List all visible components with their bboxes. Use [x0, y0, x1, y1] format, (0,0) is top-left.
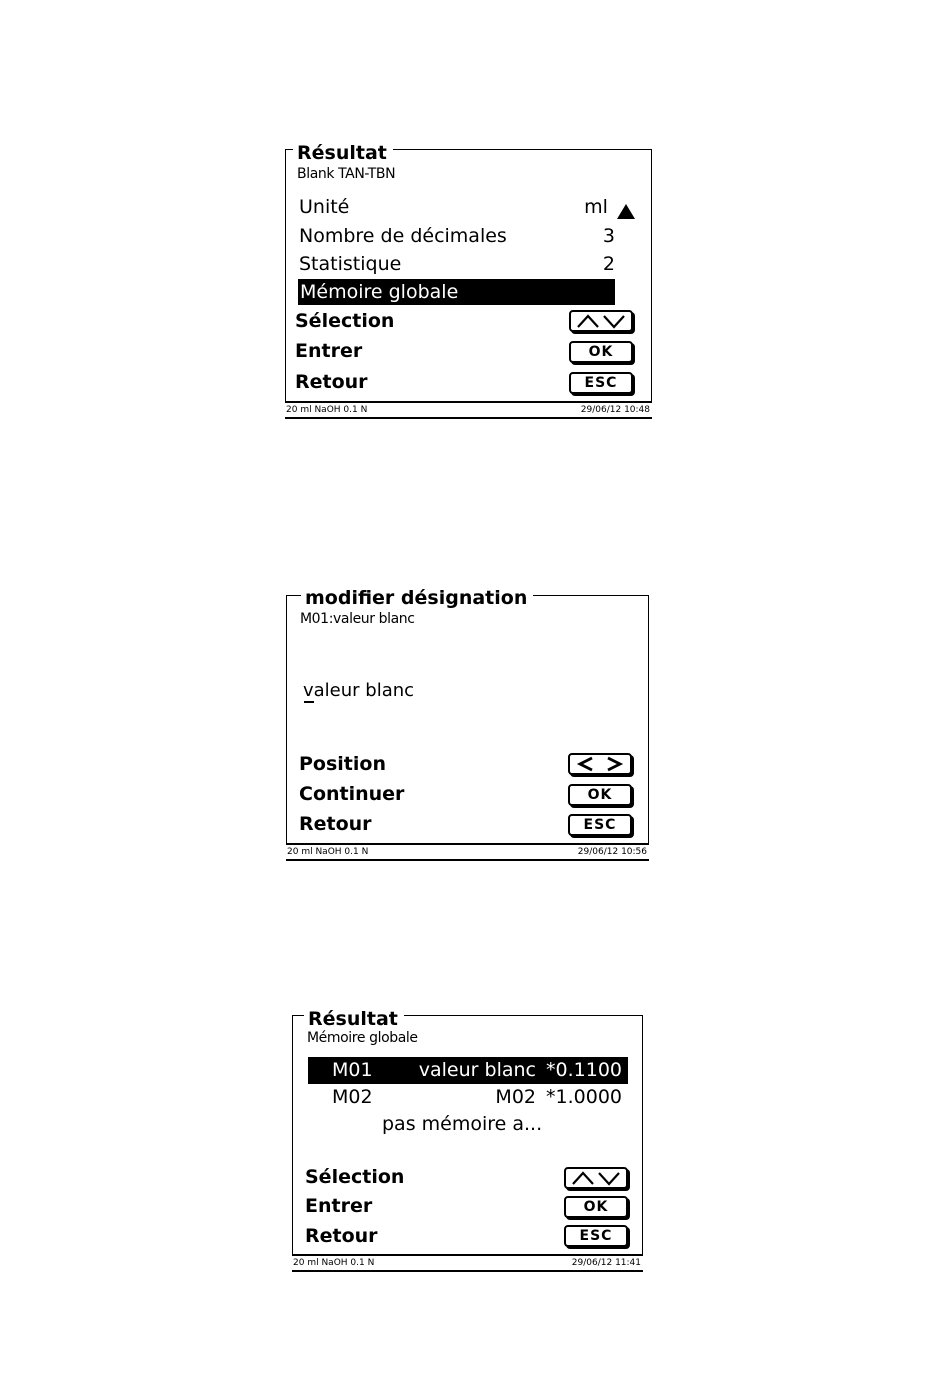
menu-item-label: Nombre de décimales: [299, 225, 507, 247]
memory-row-m01[interactable]: [308, 1057, 628, 1084]
screen-subtitle: M01:valeur blanc: [300, 611, 415, 627]
esc-key-button[interactable]: ESC: [569, 372, 633, 394]
menu-item-global-memory[interactable]: [298, 279, 615, 305]
memory-name: M02: [495, 1086, 536, 1108]
up-down-arrows-icon: [570, 1170, 622, 1186]
action-label-back: Retour: [299, 813, 372, 835]
screen-title: Résultat: [304, 1008, 404, 1030]
status-bar: [292, 1255, 643, 1272]
screen-title: Résultat: [293, 142, 393, 164]
up-down-arrows-icon: [575, 313, 627, 329]
ok-key-button[interactable]: OK: [569, 341, 633, 363]
status-method: 20 ml NaOH 0.1 N: [293, 1258, 375, 1268]
screen-subtitle: Mémoire globale: [307, 1030, 418, 1046]
screen-title: modifier désignation: [301, 587, 533, 609]
action-label-selection: Sélection: [295, 310, 395, 332]
screen-global-memory: [292, 1006, 643, 1271]
action-label-enter: Entrer: [295, 340, 363, 362]
memory-name: valeur blanc: [418, 1059, 536, 1081]
status-bar: [286, 844, 649, 861]
menu-item-label: Mémoire globale: [300, 281, 459, 303]
menu-item-label: Unité: [299, 196, 350, 218]
designation-input-value: valeur blanc: [303, 680, 415, 701]
status-datetime: 29/06/12 10:56: [577, 847, 647, 857]
action-label-continue: Continuer: [299, 783, 405, 805]
status-bar: [285, 402, 652, 419]
left-right-key-button[interactable]: [568, 753, 632, 775]
status-datetime: 29/06/12 10:48: [580, 405, 650, 415]
menu-item-value-group: [584, 194, 635, 226]
screen-subtitle: Blank TAN-TBN: [297, 166, 396, 182]
scroll-up-icon[interactable]: [617, 200, 635, 226]
screen-result-settings: [285, 140, 652, 418]
ok-key-button[interactable]: OK: [564, 1196, 628, 1218]
action-label-back: Retour: [295, 371, 368, 393]
action-label-position: Position: [299, 753, 386, 775]
left-right-arrows-icon: [574, 756, 626, 772]
menu-item-value: ml: [584, 196, 608, 218]
up-down-key-button[interactable]: [564, 1167, 628, 1189]
memory-value: *1.0000: [546, 1086, 622, 1108]
esc-key-button[interactable]: ESC: [564, 1225, 628, 1247]
action-label-selection: Sélection: [305, 1166, 405, 1188]
status-method: 20 ml NaOH 0.1 N: [286, 405, 368, 415]
menu-item-value: 3: [602, 225, 615, 247]
ok-key-button[interactable]: OK: [568, 784, 632, 806]
memory-value: *0.1100: [546, 1059, 622, 1081]
screen-edit-designation: [286, 586, 649, 861]
memory-id: M01: [332, 1059, 373, 1081]
memory-id: M02: [332, 1086, 373, 1108]
action-label-back: Retour: [305, 1225, 378, 1247]
status-datetime: 29/06/12 11:41: [571, 1258, 641, 1268]
up-down-key-button[interactable]: [569, 310, 633, 332]
esc-key-button[interactable]: ESC: [568, 814, 632, 836]
text-cursor: [304, 701, 314, 703]
menu-item-label: Statistique: [299, 253, 402, 275]
action-label-enter: Entrer: [305, 1195, 373, 1217]
menu-item-value: 2: [602, 253, 615, 275]
status-method: 20 ml NaOH 0.1 N: [287, 847, 369, 857]
memory-empty-row[interactable]: pas mémoire a...: [382, 1113, 543, 1135]
screen-frame: [286, 595, 649, 844]
